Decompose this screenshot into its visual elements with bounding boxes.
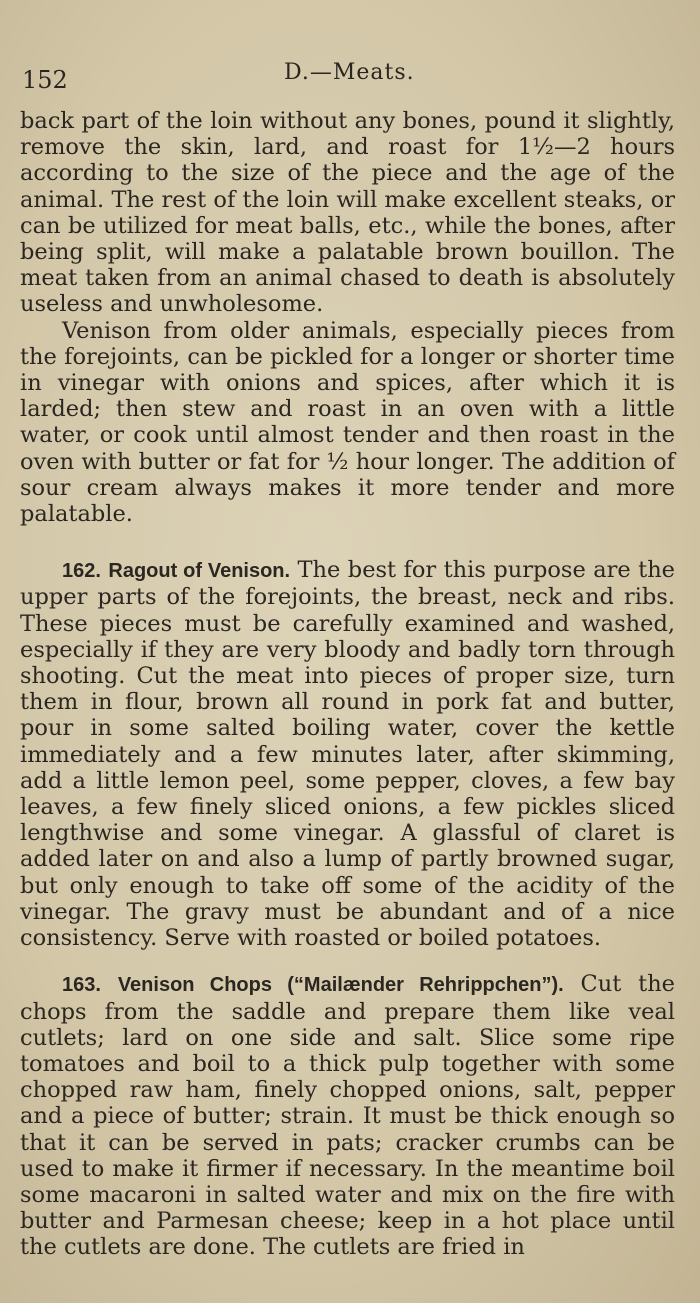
running-head: D.—Meats.	[284, 60, 415, 85]
recipe-venison-chops	[20, 971, 675, 1260]
section-divider	[20, 951, 675, 971]
recipe-number: 162.	[62, 560, 101, 583]
page-number: 152	[22, 66, 68, 94]
section-divider	[20, 527, 675, 557]
recipe-title: Venison Chops (“Mailænder Rehrippchen”).	[117, 974, 564, 997]
recipe-ragout-of-venison	[20, 557, 675, 951]
paragraph-loin-roasting: back part of the loin without any bones, pound it slightly, remove the skin, lard, and roast for 1½—2 hours according to the size of the piece and the age of the animal. The rest of the loin will make excellent steaks, or can be utilized for meat balls, etc., while the bones, after being split, will make a palatable brown bouillon. The meat taken from an animal chased to death is absolutely useless and unwholesome.	[20, 108, 675, 318]
recipe-title: Ragout of Venison.	[108, 560, 291, 583]
page-header	[22, 60, 662, 100]
page-body	[20, 108, 675, 1261]
recipe-body: The best for this purpose are the upper parts of the forejoints, the breast, neck and ribs. These pieces must be carefully examined and washed, especially if they are very bloody and badly torn through shooting. Cut the meat into pieces of proper size, turn them in flour, brown all round in pork fat and butter, pour in some salted boiling water, cover the kettle immediately and a few minutes later, after skimming, add a little lemon peel, some pepper, cloves, a few bay leaves, a few finely sliced onions, a few pickles sliced lengthwise and some vinegar. A glassful of claret is added later on and also a lump of partly browned sugar, but only enough to take off some of the acidity of the vinegar. The gravy must be abundant and of a nice consistency. Serve with roasted or boiled potatoes.	[20, 557, 676, 952]
recipe-body: Cut the chops from the saddle and prepare them like veal cutlets; lard on one side and salt. Slice some ripe tomatoes and boil to a thick pulp together with some chopped raw ham, finely chopped onions, salt, pepper and a piece of butter; strain. It must be thick enough so that it can be served in pats; cracker crumbs can be used to make it firmer if necessary. In the meantime boil some macaroni in salted water and mix on the fire with butter and Parmesan cheese; keep in a hot place until the cutlets are done. The cutlets are fried in	[20, 971, 675, 1261]
recipe-number: 163.	[62, 974, 101, 997]
paragraph-older-venison: Venison from older animals, especially pieces from the forejoints, can be pickled for a longer or shorter time in vinegar with onions and spices, after which it is larded; then stew and roast in an oven with a little water, or cook until almost tender and then roast in the oven with butter or fat for ½ hour longer. The addition of sour cream always makes it more tender and more palatable.	[20, 317, 675, 528]
